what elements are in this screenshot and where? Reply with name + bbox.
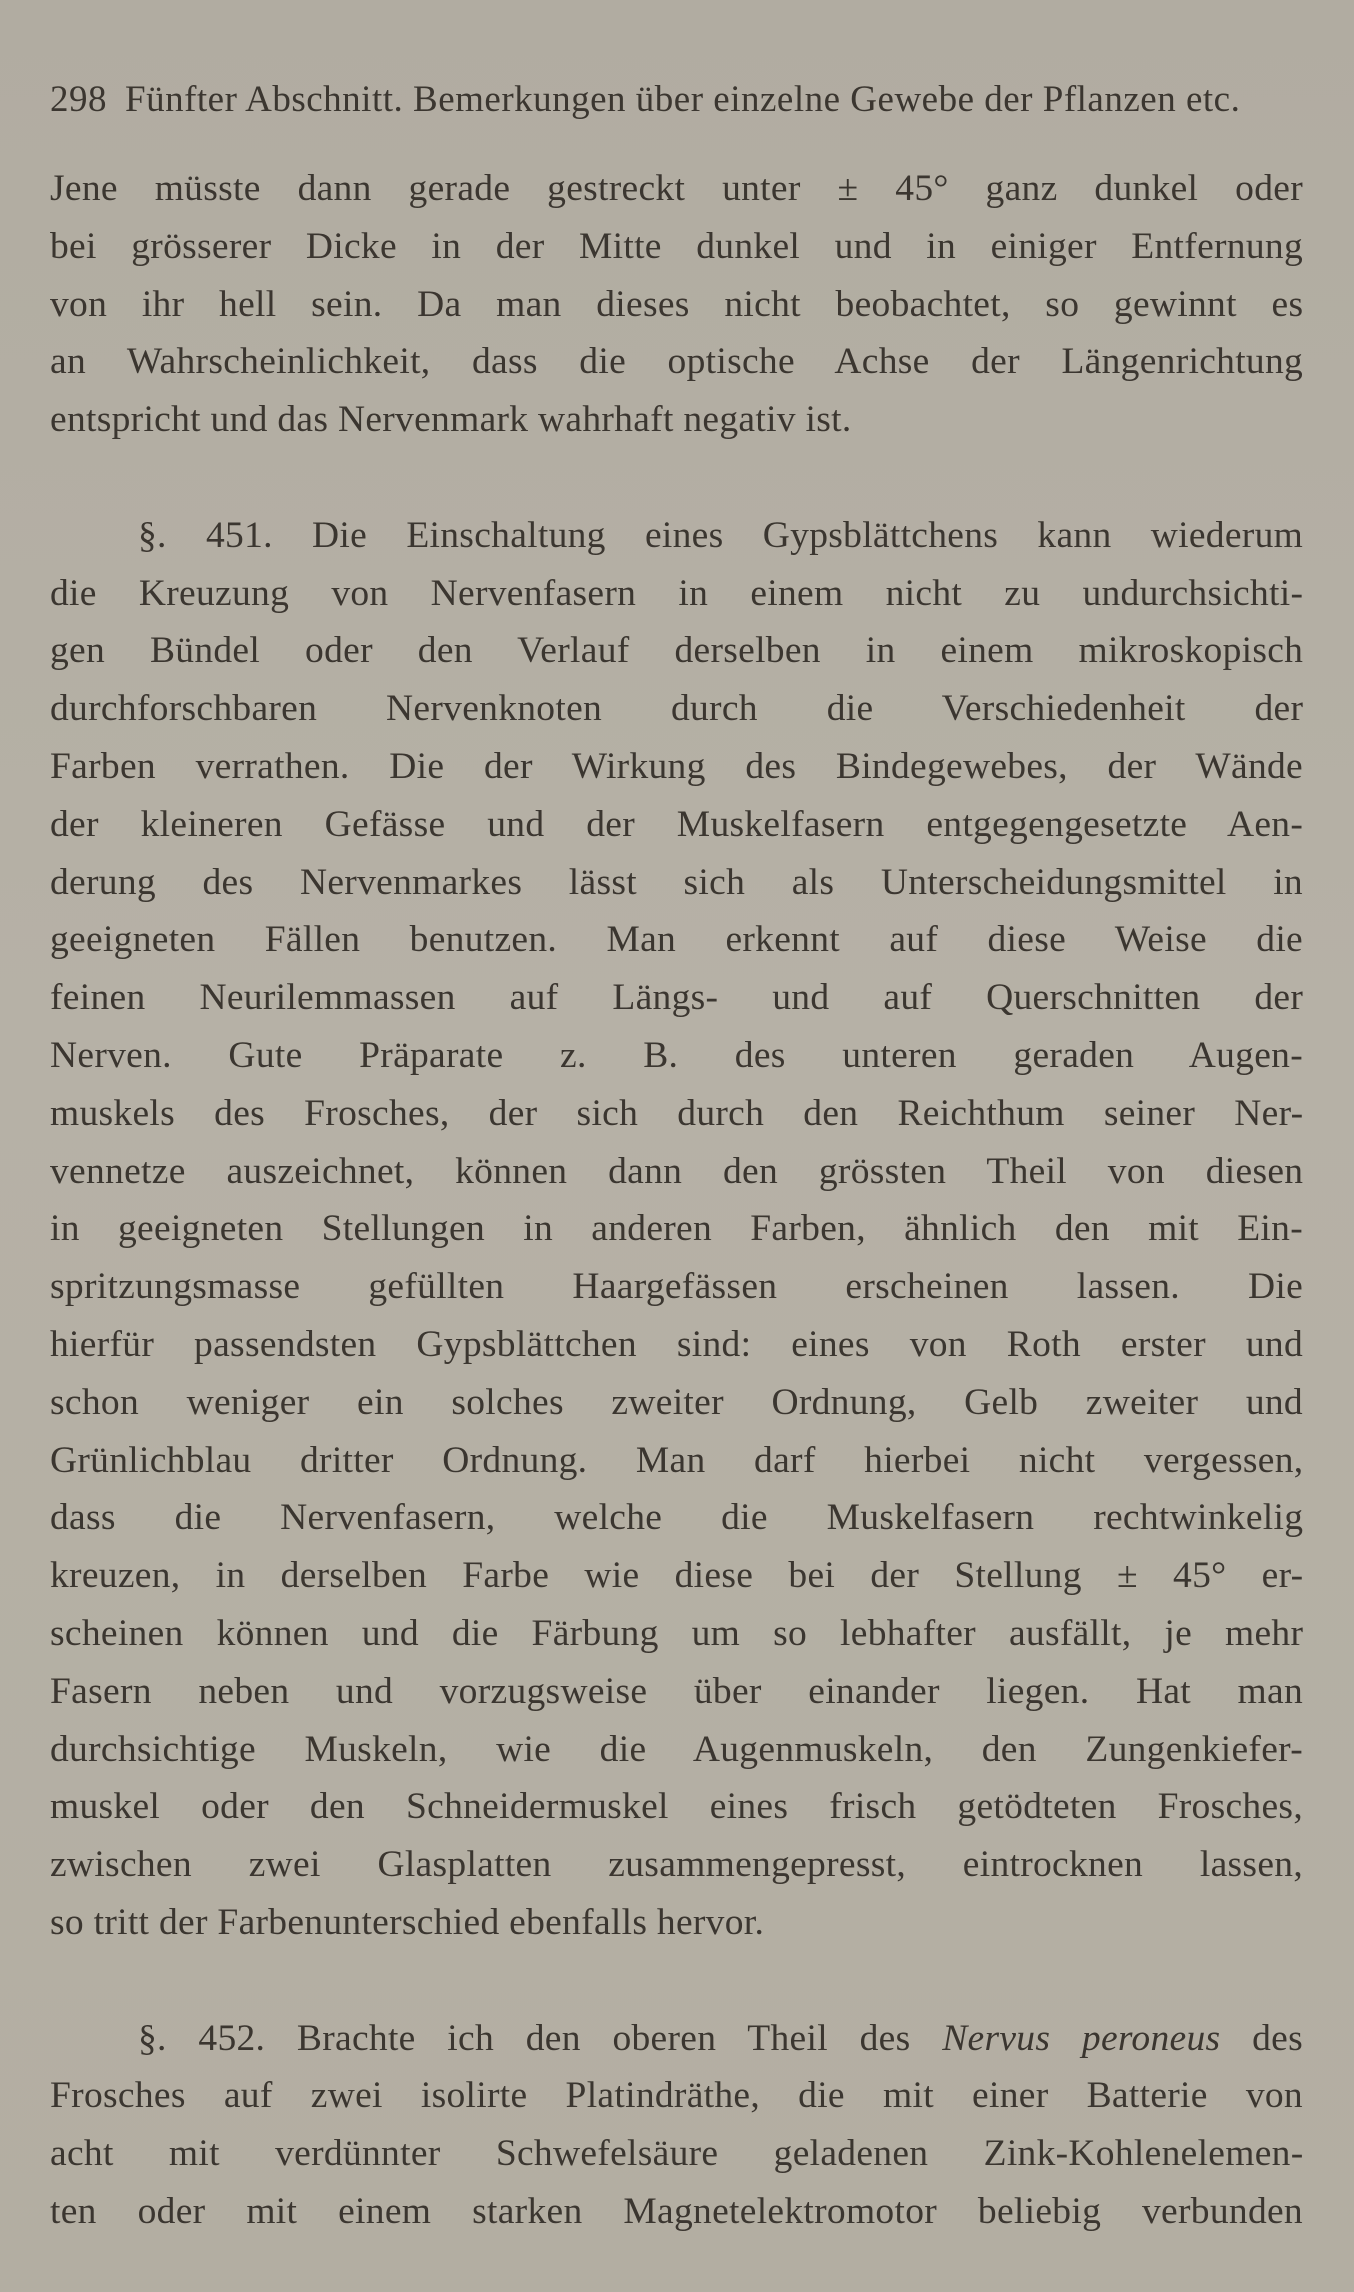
paragraph-452: [50, 2010, 1303, 2241]
running-title: Fünfter Abschnitt. Bemerkungen über einzelne Gewebe der Pflanzen etc.: [125, 79, 1241, 120]
text-line: feinen Neurilemmassen auf Längs- und auf Querschnitten der: [50, 977, 1304, 1019]
text-line: ten oder mit einem starken Magnetelektromotor beliebig verbunden: [50, 2190, 1303, 2232]
text-line: entspricht und das Nervenmark wahrhaft negativ ist.: [50, 399, 852, 441]
text-line: gen Bündel oder den Verlauf derselben in einem mikroskopisch: [50, 630, 1304, 672]
text-line: scheinen können und die Färbung um so lebhafter ausfällt, je mehr: [50, 1612, 1304, 1654]
text-line: hierfür passendsten Gypsblättchen sind: eines von Roth erster und: [50, 1323, 1303, 1365]
paragraph-1: [50, 160, 1303, 449]
text-line: [50, 2010, 1303, 2068]
text-line: schon weniger ein solches zweiter Ordnung, Gelb zweiter und: [50, 1381, 1303, 1423]
text-line: derung des Nervenmarkes lässt sich als Unterscheidungsmittel in: [50, 861, 1303, 903]
text-line: an Wahrscheinlichkeit, dass die optische Achse der Längenrichtung: [50, 341, 1304, 383]
text-line: Fasern neben und vorzugsweise über einander liegen. Hat man: [50, 1670, 1304, 1712]
text-line: von ihr hell sein. Da man dieses nicht beobachtet, so gewinnt es: [50, 283, 1304, 325]
text-line: die Kreuzung von Nervenfasern in einem nicht zu undurchsichti-: [50, 572, 1304, 614]
text-line: Grünlichblau dritter Ordnung. Man darf hierbei nicht vergessen,: [50, 1439, 1304, 1481]
text-line: spritzungsmasse gefüllten Haargefässen erscheinen lassen. Die: [50, 1266, 1304, 1308]
text-line: geeigneten Fällen benutzen. Man erkennt auf diese Weise die: [50, 919, 1303, 961]
text-line: Nerven. Gute Präparate z. B. des unteren geraden Augen-: [50, 1034, 1303, 1076]
italic-term: Nervus peroneus: [942, 2017, 1221, 2059]
text-line: muskels des Frosches, der sich durch den Reichthum seiner Ner-: [50, 1092, 1304, 1134]
text-line: acht mit verdünnter Schwefelsäure geladenen Zink-Kohlenelemen-: [50, 2133, 1304, 2175]
text-line: vennetze auszeichnet, können dann den grössten Theil von diesen: [50, 1150, 1304, 1192]
text-line: muskel oder den Schneidermuskel eines frisch getödteten Frosches,: [50, 1786, 1303, 1828]
text-line: bei grösserer Dicke in der Mitte dunkel und in einiger Entfernung: [50, 225, 1303, 267]
text-line: so tritt der Farbenunterschied ebenfalls hervor.: [50, 1901, 765, 1943]
text-line: in geeigneten Stellungen in anderen Farben, ähnlich den mit Ein-: [50, 1208, 1303, 1250]
body-text: [50, 160, 1303, 2241]
text-line: Farben verrathen. Die der Wirkung des Bindegewebes, der Wände: [50, 745, 1303, 787]
text-line: Jene müsste dann gerade gestreckt unter ± 45° ganz dunkel oder: [50, 168, 1303, 209]
text-line: kreuzen, in derselben Farbe wie diese bei der Stellung ± 45° er-: [50, 1555, 1304, 1597]
text-line: zwischen zwei Glasplatten zusammengepresst, eintrocknen lassen,: [50, 1844, 1303, 1886]
text-line: durchsichtige Muskeln, wie die Augenmuskeln, den Zungenkiefer-: [50, 1728, 1303, 1770]
text-line: der kleineren Gefässe und der Muskelfasern entgegengesetzte Aen-: [50, 803, 1304, 845]
paragraph-451: [50, 507, 1303, 1952]
text-fragment: §. 452. Brachte ich den oberen Theil des: [138, 2017, 911, 2059]
text-line: dass die Nervenfasern, welche die Muskelfasern rechtwinkelig: [50, 1497, 1304, 1539]
running-header: [50, 78, 1300, 121]
text-line: Frosches auf zwei isolirte Platindräthe, die mit einer Batterie von: [50, 2075, 1303, 2117]
page-number: 298: [50, 79, 107, 120]
text-fragment: des: [1252, 2017, 1303, 2059]
text-line: durchforschbaren Nervenknoten durch die Verschiedenheit der: [50, 688, 1304, 730]
text-line: §. 451. Die Einschaltung eines Gypsblättchens kann wiederum: [138, 514, 1304, 556]
